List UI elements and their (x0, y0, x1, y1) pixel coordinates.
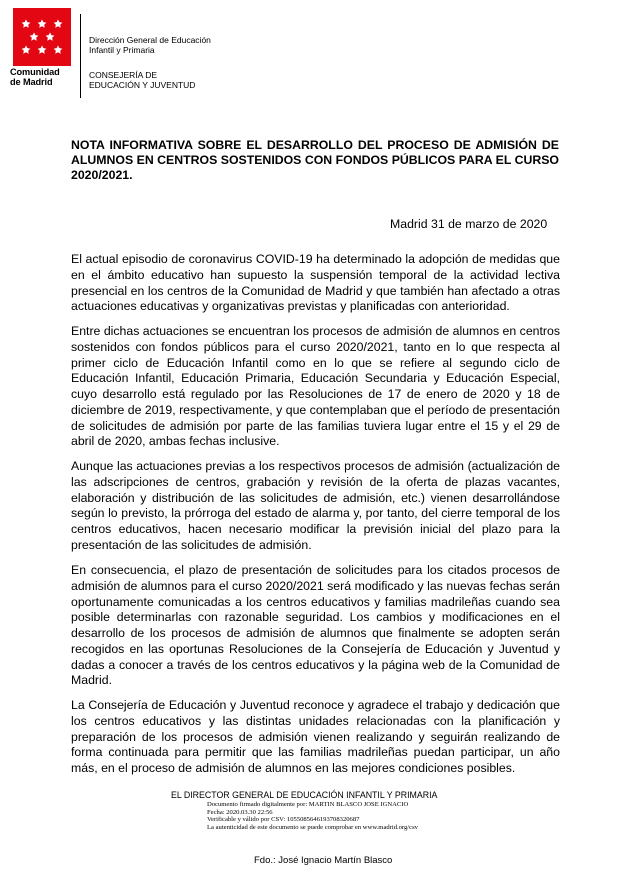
logo-line-2: de Madrid (10, 77, 53, 87)
header-divider (80, 14, 81, 98)
paragraph-2: Entre dichas actuaciones se encuentran los procesos de admisión de alumnos en centros sostenidos con fondos públicos para el curso 2020/2021, tanto en lo que respecta al primer ciclo de Educación Infantil como en lo que se refiere al segundo ciclo de Educación Infantil, Educación Primaria, Educación Secundaria y Educación Especial, cuyo desarrollo está regulado por las Resoluciones de 17 de enero de 2020 y 18 de diciembre de 2019, respectivamente, y que contemplaban que el período de presentación de solicitudes de admisión por parte de las familias tuviera lugar entre el 15 y el 29 de abril de 2020, ambas fechas inclusive. (71, 324, 560, 449)
signature-line-2: Fecha: 2020.03.30 22:56 (207, 808, 273, 816)
department-name (89, 35, 211, 55)
comunidad-de-madrid-logo (10, 8, 78, 94)
dept-line-1: Dirección General de Educación (89, 35, 211, 45)
director-title: EL DIRECTOR GENERAL DE EDUCACIÓN INFANTIL Y PRIMARIA (171, 790, 438, 800)
paragraph-5: La Consejería de Educación y Juventud reconoce y agradece el trabajo y dedicación que los centros educativos y las distintas unidades relacionadas con la planificación y preparación de los procesos de admisión vienen realizando y seguirán realizando de forma continuada para permitir que las familias madrileñas puedan participar, un año más, en el proceso de admisión de alumnos en las mejores condiciones posibles. (71, 698, 560, 776)
letterhead (10, 8, 610, 100)
seven-stars-icon (13, 8, 71, 66)
consejeria-line-1: CONSEJERÍA DE (89, 70, 158, 80)
document-date: Madrid 31 de marzo de 2020 (390, 217, 548, 231)
digital-signature-block (207, 801, 418, 831)
signature-line-1: Documento firmado digitalmente por: MARTIN BLASCO JOSE IGNACIO (207, 801, 409, 808)
logo-red-square (13, 8, 71, 66)
logo-line-1: Comunidad (10, 67, 60, 77)
paragraph-4: En consecuencia, el plazo de presentación de solicitudes para los citados procesos de admisión de alumnos para el curso 2020/2021 será modificado y las nuevas fechas serán oportunamente comunicadas a los centros educativos y familias madrileñas cuando sea posible determinarlas con razonable seguridad. Los cambios y modificaciones en el desarrollo de los procesos de admisión de alumnos que finalmente se adopten serán recogidos en las oportunas Resoluciones de la Consejería de Educación y Juventud y dadas a conocer a través de los centros educativos y la página web de la Comunidad de Madrid. (71, 563, 560, 688)
document-title: NOTA INFORMATIVA SOBRE EL DESARROLLO DEL PROCESO DE ADMISIÓN DE ALUMNOS EN CENTROS SOSTENIDOS CON FONDOS PÚBLICOS PARA EL CURSO 2020/2021. (71, 138, 559, 182)
signer-name: Fdo.: José Ignacio Martín Blasco (254, 855, 393, 866)
signature-line-3: Verificable y válido por CSV: 1055085646193708320687 (207, 816, 360, 824)
dept-line-2: Infantil y Primaria (89, 45, 155, 55)
signature-line-4: La autenticidad de este documento se puede comprobar en www.madrid.org/csv (207, 823, 418, 831)
consejeria-line-2: EDUCACIÓN Y JUVENTUD (89, 80, 196, 90)
logo-wordmark (10, 67, 78, 87)
paragraph-3: Aunque las actuaciones previas a los respectivos procesos de admisión (actualización de las adscripciones de centros, grabación y revisión de la oferta de plazas vacantes, elaboración y distribución de las solicitudes de admisión, etc.) vienen desarrollándose según lo previsto, la prórroga del estado de alarma y, por tanto, del cierre temporal de los centros educativos, hacen necesario modificar la previsión inicial del plazo para la presentación de las solicitudes de admisión. (71, 459, 560, 552)
consejeria-name (89, 70, 195, 90)
paragraph-1: El actual episodio de coronavirus COVID-19 ha determinado la adopción de medidas que en el ámbito educativo han supuesto la suspensión temporal de la actividad lectiva presencial en los centros de la Comunidad de Madrid y que también han afectado a otras actuaciones educativas y organizativas previstas y planificadas con anterioridad. (71, 252, 560, 314)
